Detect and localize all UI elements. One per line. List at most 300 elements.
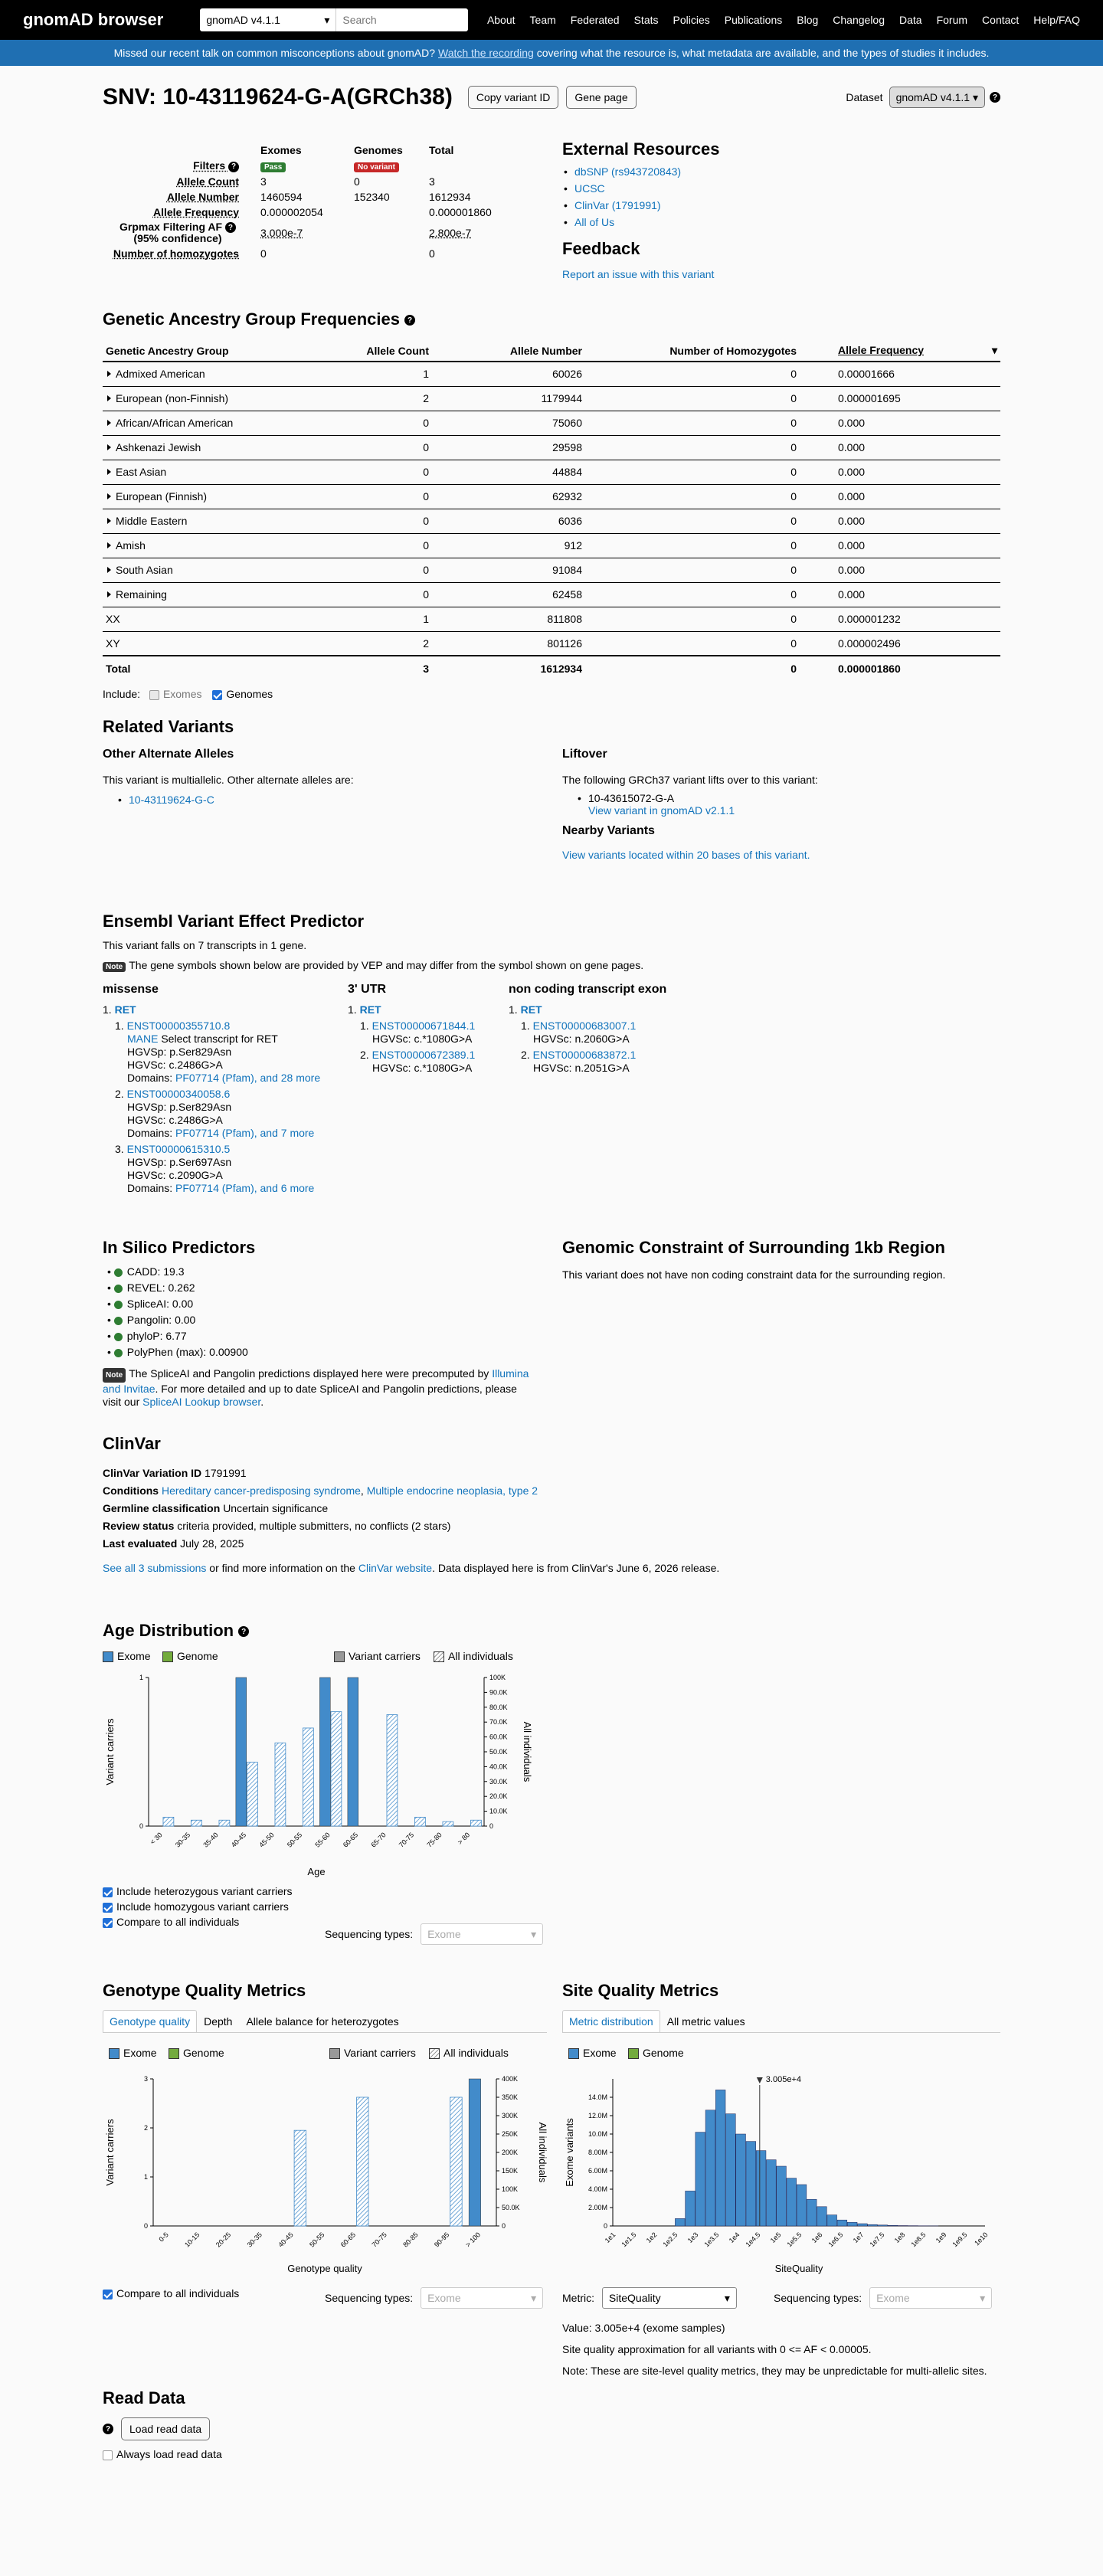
- sq-approx-text: Site quality approximation for all variants with 0 <= AF < 0.00005.: [562, 2343, 872, 2355]
- mane-text: Select transcript for RET: [161, 1033, 278, 1045]
- carrier-bar[interactable]: [348, 1678, 358, 1826]
- vep-section: [103, 912, 1000, 1228]
- report-issue-link[interactable]: Report an issue with this variant: [562, 268, 715, 280]
- cell-value: 0.00001666: [838, 368, 895, 381]
- sq-note-text: Note: These are site-level quality metrics, they may be unpredictable for multi-allelic sites.: [562, 2365, 987, 2377]
- spliceai-lookup-link[interactable]: SpliceAI Lookup browser: [142, 1396, 261, 1408]
- histogram-bar[interactable]: [746, 2142, 756, 2226]
- expand-icon[interactable]: [107, 420, 111, 426]
- homozygotes-label: Number of homozygotes: [113, 247, 239, 260]
- vep-column-nc: [509, 983, 666, 1075]
- cell-value: 1: [423, 613, 429, 625]
- y2-axis-label: All individuals: [522, 1721, 533, 1782]
- cell: [332, 411, 432, 435]
- exome-an: 1460594: [260, 191, 303, 203]
- cell: [103, 582, 332, 607]
- carrier-bar[interactable]: [236, 1678, 247, 1826]
- variant-summary: [103, 142, 513, 261]
- age-legend: [103, 1650, 547, 1664]
- all-individuals-bar[interactable]: [219, 1820, 230, 1826]
- total-ac: 3: [429, 175, 435, 188]
- x-tick-label: 1e2.5: [661, 2231, 679, 2249]
- list-number: 1.: [103, 1003, 115, 1016]
- cell-value: 0.000001695: [838, 392, 901, 404]
- col-allele-frequency[interactable]: [800, 340, 1000, 362]
- always-load-label: Always load read data: [116, 2448, 222, 2460]
- transcript-link[interactable]: ENST00000671844.1: [371, 1020, 476, 1032]
- nav-link[interactable]: Stats: [633, 14, 659, 26]
- total-af: 0.000001860: [429, 206, 492, 218]
- x-tick-label: < 30: [149, 1831, 164, 1846]
- histogram-bar[interactable]: [837, 2220, 847, 2226]
- x-tick-label: 45-50: [257, 1831, 276, 1849]
- histogram-bar[interactable]: [756, 2151, 766, 2226]
- expand-icon[interactable]: [107, 542, 111, 548]
- dataset-select[interactable]: [200, 8, 336, 31]
- related-title: Related Variants: [103, 717, 234, 736]
- cell: [103, 631, 332, 656]
- nav-link[interactable]: Help/FAQ: [1033, 14, 1080, 26]
- exome-hom: 0: [260, 247, 267, 260]
- legend-genome: Genome: [183, 2047, 224, 2059]
- tab-depth[interactable]: Depth: [204, 2015, 233, 2028]
- vep-gene: [348, 1003, 475, 1016]
- cell: [800, 362, 1000, 386]
- col-allele-number[interactable]: Allele Number: [432, 340, 585, 362]
- legend-exome: Exome: [583, 2047, 617, 2059]
- clinvar-title: ClinVar: [103, 1434, 161, 1453]
- illumina-link[interactable]: Illumina and Invitae: [103, 1367, 529, 1395]
- histogram-bar[interactable]: [726, 2114, 736, 2226]
- histogram-bar[interactable]: [736, 2134, 746, 2226]
- nearby-link[interactable]: View variants located within 20 bases of this variant.: [562, 849, 810, 861]
- domains-label: Domains:: [127, 1182, 173, 1194]
- predictor-item[interactable]: • PolyPhen (max): 0.00900: [107, 1346, 248, 1358]
- all-individuals-bar[interactable]: [191, 1820, 201, 1826]
- status-dot-icon: [114, 1285, 123, 1293]
- sq-legend: [562, 2047, 1000, 2060]
- x-tick-label: 1e8: [892, 2231, 907, 2245]
- tab-allele-balance[interactable]: Allele balance for heterozygotes: [246, 2015, 399, 2028]
- transcript-link[interactable]: ENST00000672389.1: [371, 1049, 476, 1061]
- histogram-bar[interactable]: [715, 2090, 725, 2226]
- table-row[interactable]: [103, 484, 1000, 509]
- expand-icon[interactable]: [107, 469, 111, 475]
- cell-value: 2: [423, 637, 429, 650]
- expand-icon[interactable]: [107, 591, 111, 597]
- cell: [103, 411, 332, 435]
- vep-columns: [103, 983, 1000, 1228]
- x-tick-label: 90-95: [432, 2231, 451, 2249]
- condition-link[interactable]: Hereditary cancer-predisposing syndrome: [162, 1484, 361, 1497]
- cell: [585, 607, 800, 631]
- x-tick-label: 1e3: [686, 2231, 700, 2245]
- transcript-details: [372, 1033, 475, 1046]
- predictor-item[interactable]: • REVEL: 0.262: [107, 1281, 195, 1294]
- cell-value: 0.000: [838, 564, 866, 576]
- x-tick-label: 1e9: [934, 2231, 948, 2245]
- x-tick-label: 60-65: [341, 1831, 360, 1849]
- cell: [432, 484, 585, 509]
- y-tick-label: 2.00M: [588, 2204, 607, 2211]
- histogram-bar[interactable]: [797, 2185, 807, 2226]
- constraint-section: [562, 1238, 991, 1281]
- search-input[interactable]: [336, 8, 468, 31]
- cell-value: 0: [790, 466, 797, 478]
- exome-ac: 3: [260, 175, 267, 188]
- cell: [800, 411, 1000, 435]
- cell-value: Amish: [116, 539, 146, 552]
- gene-link[interactable]: RET: [520, 1003, 542, 1016]
- genome-ac: 0: [354, 175, 360, 188]
- y-axis-label: Variant carriers: [104, 2119, 116, 2186]
- gene-link[interactable]: RET: [114, 1003, 136, 1016]
- all-individuals-bar[interactable]: [387, 1715, 398, 1827]
- all-individuals-bar[interactable]: [303, 1728, 313, 1826]
- other-allele-link[interactable]: 10-43119624-G-C: [129, 794, 214, 806]
- transcript-details: [127, 1101, 320, 1140]
- nav-link[interactable]: Federated: [570, 14, 620, 26]
- total-row: [103, 656, 1000, 680]
- histogram-bar[interactable]: [705, 2110, 715, 2226]
- external-resources: [562, 139, 719, 280]
- gene-page-button[interactable]: Gene page: [566, 86, 636, 109]
- evaluated-label: Last evaluated: [103, 1537, 178, 1550]
- histogram-bar[interactable]: [817, 2207, 827, 2226]
- cell-value: 0.000002496: [838, 637, 901, 650]
- cell: [800, 386, 1000, 411]
- gene-link[interactable]: RET: [359, 1003, 381, 1016]
- metric-select-value: SiteQuality: [608, 2292, 661, 2304]
- col-homozygotes[interactable]: Number of Homozygotes: [585, 340, 800, 362]
- cell: [103, 558, 332, 582]
- y2-tick-label: 300K: [502, 2112, 519, 2119]
- transcript-item: [115, 1143, 320, 1195]
- all-individuals-bar[interactable]: [247, 1763, 257, 1826]
- x-tick-label: 1e4.5: [744, 2231, 762, 2249]
- gq-seq-select[interactable]: [421, 2287, 543, 2309]
- nav-link[interactable]: Forum: [936, 14, 968, 26]
- list-number: 1.: [509, 1003, 521, 1016]
- gq-title: Genotype Quality Metrics: [103, 1981, 306, 2000]
- sq-value-text: Value: 3.005e+4 (exome samples): [562, 2322, 725, 2334]
- cell: [585, 411, 800, 435]
- cell-value: 91084: [552, 564, 582, 576]
- gq-compare-checkbox[interactable]: [103, 2290, 113, 2299]
- liftover-link[interactable]: View variant in gnomAD v2.1.1: [588, 804, 735, 817]
- cell-value: 0: [423, 466, 429, 478]
- mane-row: [127, 1033, 320, 1046]
- cell-value: 0: [790, 662, 797, 675]
- all-individuals-bar[interactable]: [443, 1822, 453, 1826]
- include-exomes-label: Exomes: [162, 688, 202, 700]
- table-row: [103, 607, 1000, 631]
- seq-select[interactable]: [421, 1923, 543, 1945]
- list-number: 2.: [115, 1088, 127, 1100]
- other-alleles-text: This variant is multiallelic. Other alternate alleles are:: [103, 774, 354, 786]
- expand-icon[interactable]: [107, 444, 111, 450]
- banner-link[interactable]: Watch the recording: [438, 47, 534, 59]
- cell: [332, 631, 432, 656]
- histogram-bar[interactable]: [858, 2224, 868, 2226]
- review-value: criteria provided, multiple submitters, no conflicts (2 stars): [177, 1520, 451, 1532]
- predictor-item[interactable]: • Pangolin: 0.00: [107, 1314, 196, 1326]
- always-load-checkbox[interactable]: [103, 2450, 113, 2460]
- y2-tick-label: 0: [489, 1822, 494, 1830]
- compare-checkbox[interactable]: [103, 1918, 113, 1928]
- age-title: Age Distribution: [103, 1621, 234, 1640]
- x-axis-label: Age: [307, 1866, 326, 1877]
- cell-value: South Asian: [116, 564, 173, 576]
- vep-gene: [103, 1003, 320, 1016]
- submissions-link[interactable]: See all 3 submissions: [103, 1562, 207, 1574]
- table-row[interactable]: [103, 460, 1000, 484]
- predictor-item[interactable]: • SpliceAI: 0.00: [107, 1298, 194, 1310]
- all-individuals-bar[interactable]: [275, 1743, 286, 1826]
- all-individuals-bar[interactable]: [163, 1817, 174, 1826]
- nav-link[interactable]: Changelog: [833, 14, 885, 26]
- table-row[interactable]: [103, 558, 1000, 582]
- seq-label: Sequencing types:: [325, 2292, 414, 2304]
- histogram-bar[interactable]: [807, 2199, 817, 2226]
- domains-link[interactable]: PF07714 (Pfam), and 6 more: [175, 1182, 315, 1194]
- help-icon[interactable]: ?: [404, 315, 415, 326]
- y2-tick-label: 150K: [502, 2167, 519, 2175]
- col-allele-count[interactable]: Allele Count: [332, 340, 432, 362]
- expand-icon[interactable]: [107, 567, 111, 573]
- expand-icon[interactable]: [107, 518, 111, 524]
- genome-swatch: [162, 1651, 173, 1662]
- list-number: 1.: [348, 1003, 360, 1016]
- read-data-section: [103, 2388, 222, 2460]
- announcement-banner: [0, 40, 1103, 66]
- cell-value: 62458: [552, 588, 582, 601]
- cell-value: 0: [423, 441, 429, 453]
- cell-value: 912: [564, 539, 582, 552]
- cell: [432, 631, 585, 656]
- genome-swatch: [169, 2048, 179, 2059]
- hgvsc: HGVSc: c.2486G>A: [127, 1059, 223, 1071]
- exome-grpmax[interactable]: 3.000e-7: [260, 227, 303, 240]
- dataset-switcher[interactable]: gnomAD v4.1.1 ▾: [889, 87, 985, 108]
- sq-seq-select[interactable]: [869, 2287, 992, 2309]
- dataset-select-value: gnomAD v4.1.1: [206, 14, 280, 26]
- cell: [585, 362, 800, 386]
- genome-an: 152340: [354, 191, 390, 203]
- metric-select[interactable]: [602, 2287, 737, 2309]
- tab-metric-distribution[interactable]: Metric distribution: [562, 2010, 660, 2032]
- dbsnp-link[interactable]: dbSNP (rs943720843): [574, 165, 682, 178]
- table-row[interactable]: [103, 362, 1000, 386]
- transcript-link[interactable]: ENST00000683007.1: [532, 1020, 637, 1032]
- expand-icon[interactable]: [107, 395, 111, 401]
- age-section: [103, 1621, 547, 1940]
- ucsc-link[interactable]: UCSC: [574, 182, 605, 195]
- genome-hom: [354, 246, 429, 261]
- table-row[interactable]: [103, 435, 1000, 460]
- cell: [585, 435, 800, 460]
- col-group[interactable]: Genetic Ancestry Group: [103, 340, 332, 362]
- carrier-bar[interactable]: [319, 1678, 330, 1826]
- hgvsc: HGVSc: n.2051G>A: [533, 1062, 630, 1074]
- table-row[interactable]: [103, 411, 1000, 435]
- all-individuals-bar[interactable]: [357, 2097, 368, 2226]
- all-individuals-bar[interactable]: [470, 1820, 481, 1826]
- help-icon[interactable]: ?: [228, 162, 239, 172]
- histogram-bar[interactable]: [827, 2215, 837, 2226]
- tab-genotype-quality[interactable]: Genotype quality: [103, 2010, 197, 2032]
- external-resources-title: External Resources: [562, 139, 720, 159]
- predictor-text: PolyPhen (max): 0.00900: [126, 1346, 248, 1358]
- cell-value: 0: [423, 490, 429, 502]
- brand-logo[interactable]: gnomAD browser: [23, 10, 164, 29]
- x-tick-label: 1e7: [851, 2231, 866, 2245]
- help-icon[interactable]: ?: [103, 2424, 113, 2434]
- histogram-bar[interactable]: [686, 2191, 696, 2226]
- histogram-bar[interactable]: [878, 2225, 888, 2226]
- clinvar-website-link[interactable]: ClinVar website: [358, 1562, 433, 1574]
- nav-link[interactable]: About: [486, 14, 515, 26]
- cell: [800, 607, 1000, 631]
- help-icon[interactable]: ?: [238, 1626, 249, 1637]
- all-individuals-bar[interactable]: [294, 2130, 306, 2226]
- cell-value: Remaining: [116, 588, 167, 601]
- chevron-down-icon: ▾: [324, 13, 330, 26]
- allele-number-label: Allele Number: [166, 191, 239, 203]
- cell: [103, 386, 332, 411]
- nav-link[interactable]: Blog: [797, 14, 819, 26]
- list-number: 1.: [115, 1020, 127, 1032]
- total-grpmax[interactable]: 2.800e-7: [429, 227, 472, 240]
- liftover-title: Liftover: [562, 748, 607, 761]
- nav-link[interactable]: Contact: [982, 14, 1020, 26]
- help-icon[interactable]: ?: [990, 92, 1000, 103]
- table-row[interactable]: [103, 533, 1000, 558]
- help-icon[interactable]: ?: [225, 222, 236, 233]
- domains-link[interactable]: PF07714 (Pfam), and 7 more: [175, 1127, 315, 1139]
- all-swatch: [434, 1651, 444, 1662]
- legend-exome: Exome: [117, 1650, 151, 1662]
- predictor-text: SpliceAI: 0.00: [126, 1298, 194, 1310]
- all-individuals-bar[interactable]: [414, 1817, 425, 1826]
- cell-value: 0: [790, 564, 797, 576]
- y-tick-label: 8.00M: [588, 2149, 607, 2156]
- cell-value: 1179944: [541, 392, 582, 404]
- x-tick-label: 30-35: [245, 2231, 263, 2249]
- metric-label: Metric:: [562, 2292, 594, 2304]
- cell-value: Total: [106, 662, 131, 675]
- predictor-item[interactable]: • CADD: 19.3: [107, 1265, 185, 1278]
- all-individuals-bar[interactable]: [450, 2097, 462, 2226]
- x-tick-label: 1e5: [768, 2231, 783, 2245]
- x-tick-label: 1e10: [973, 2231, 990, 2247]
- cell: [103, 484, 332, 509]
- histogram-bar[interactable]: [696, 2132, 705, 2226]
- carrier-bar[interactable]: [469, 2079, 480, 2226]
- hgvsp: HGVSp: p.Ser829Asn: [127, 1046, 232, 1058]
- legend-all: All individuals: [448, 1650, 513, 1662]
- x-tick-label: 80-85: [401, 2231, 420, 2249]
- include-exomes-checkbox[interactable]: [149, 690, 159, 700]
- all-individuals-bar[interactable]: [331, 1712, 342, 1826]
- insilico-note-mid: . For more detailed and up to date SpliceAI and Pangolin predictions, please visit our: [103, 1383, 517, 1408]
- expand-icon[interactable]: [107, 493, 111, 499]
- histogram-bar[interactable]: [888, 2225, 898, 2226]
- cell-value: 2: [423, 392, 429, 404]
- table-row[interactable]: [103, 509, 1000, 533]
- cell: [585, 582, 800, 607]
- cell-value: 0.000: [838, 417, 866, 429]
- clinvar-section: ClinVar ClinVar Variation ID 1791991 Conditions Hereditary cancer-predisposing syndrome, Multiple endocrine neoplasia, type 2 Germline classification Uncertain significance Review status criteria provided, multiple submitters, no conflicts (2 stars) Last evaluated July 28, 2025 See all 3 submissions or find more information on the ClinVar website. Data displayed here is from ClinVar's June 6, 2026 release.: [103, 1434, 1000, 1574]
- histogram-bar[interactable]: [787, 2178, 797, 2226]
- y2-tick-label: 0: [502, 2222, 506, 2230]
- allofus-link[interactable]: All of Us: [574, 216, 615, 228]
- copy-variant-id-button[interactable]: Copy variant ID: [468, 86, 558, 109]
- load-read-data-button[interactable]: Load read data: [121, 2417, 210, 2440]
- table-row[interactable]: [103, 582, 1000, 607]
- cell: [432, 460, 585, 484]
- hom-checkbox[interactable]: [103, 1903, 113, 1913]
- chevron-down-icon: ▾: [724, 2291, 730, 2304]
- vep-column-utr: [348, 983, 475, 1075]
- clinvar-id: 1791991: [205, 1467, 247, 1479]
- nav-link[interactable]: Policies: [673, 14, 710, 26]
- include-genomes-checkbox[interactable]: [212, 690, 222, 700]
- mane-link[interactable]: MANE: [127, 1033, 159, 1045]
- nav-link[interactable]: Publications: [724, 14, 783, 26]
- hgvsp: HGVSp: p.Ser829Asn: [127, 1101, 232, 1113]
- histogram-bar[interactable]: [868, 2224, 878, 2226]
- transcript-link[interactable]: ENST00000355710.8: [126, 1020, 231, 1032]
- histogram-bar[interactable]: [766, 2160, 776, 2226]
- grpmax-confidence-label: (95% confidence): [133, 232, 222, 245]
- cell-value: 6036: [558, 515, 582, 527]
- cell-value: 0: [790, 490, 797, 502]
- nav-link[interactable]: Team: [529, 14, 556, 26]
- table-row[interactable]: [103, 386, 1000, 411]
- cell: [332, 656, 432, 680]
- seq-select-value: Exome: [876, 2292, 910, 2304]
- histogram-bar[interactable]: [675, 2218, 685, 2226]
- clinvar-foot-end: . Data displayed here is from ClinVar's June 6, 2026 release.: [432, 1562, 720, 1574]
- clinvar-link[interactable]: ClinVar (1791991): [574, 199, 661, 211]
- cell: [585, 386, 800, 411]
- x-axis-label: SiteQuality: [774, 2263, 823, 2274]
- expand-icon[interactable]: [107, 371, 111, 377]
- transcript-link[interactable]: ENST00000340058.6: [126, 1088, 231, 1100]
- cell-value: Admixed American: [116, 368, 205, 381]
- histogram-bar[interactable]: [777, 2166, 787, 2226]
- condition-link[interactable]: Multiple endocrine neoplasia, type 2: [366, 1484, 538, 1497]
- nav-link[interactable]: Data: [899, 14, 922, 26]
- domains-link[interactable]: PF07714 (Pfam), and 28 more: [175, 1072, 321, 1084]
- y2-tick-label: 50.0K: [502, 2204, 520, 2211]
- status-dot-icon: [114, 1349, 123, 1357]
- histogram-bar[interactable]: [847, 2222, 857, 2226]
- het-checkbox[interactable]: [103, 1887, 113, 1897]
- x-tick-label: 40-45: [277, 2231, 295, 2249]
- predictor-item[interactable]: • phyloP: 6.77: [107, 1330, 187, 1342]
- y-tick-label: 6.00M: [588, 2167, 607, 2175]
- transcript-details: [533, 1033, 666, 1046]
- col-genomes: Genomes: [354, 144, 403, 156]
- transcript-link[interactable]: ENST00000683872.1: [532, 1049, 637, 1061]
- liftover-variant: 10-43615072-G-A: [588, 792, 675, 804]
- tab-all-metric-values[interactable]: All metric values: [666, 2015, 745, 2028]
- x-tick-label: 10-15: [183, 2231, 201, 2249]
- transcript-link[interactable]: ENST00000615310.5: [126, 1143, 231, 1155]
- x-tick-label: 55-60: [313, 1831, 332, 1849]
